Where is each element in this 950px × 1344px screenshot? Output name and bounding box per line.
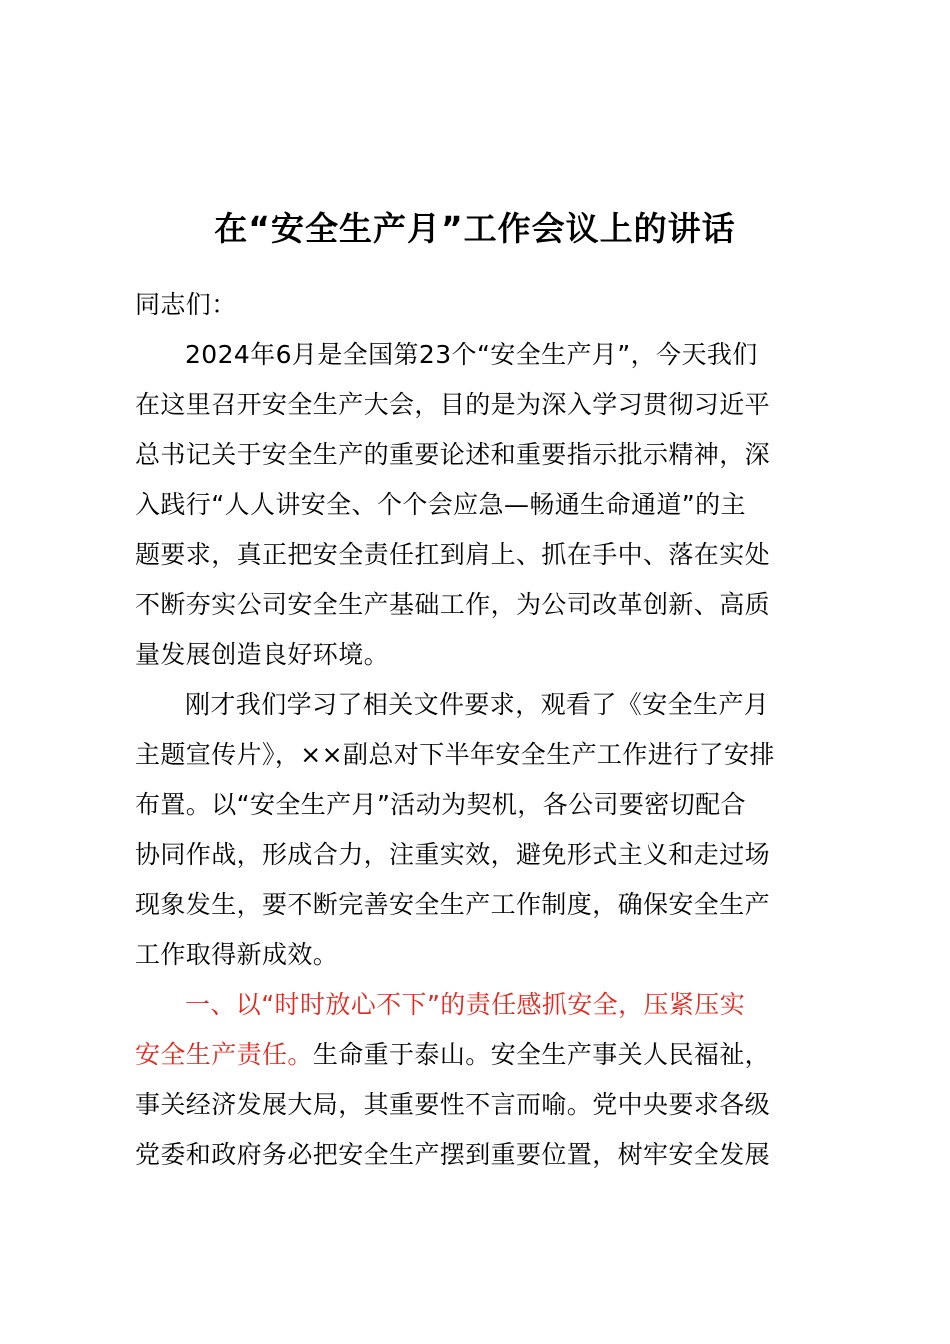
paragraph-line: 题要求，真正把安全责任扛到肩上、抓在手中、落在实处 <box>135 540 771 569</box>
paragraph-line: 不断夯实公司安全生产基础工作，为公司改革创新、高质 <box>135 590 771 619</box>
paragraph-2 <box>135 680 835 980</box>
paragraph-text: 生命重于泰山。安全生产事关人民福祉， <box>312 1040 771 1069</box>
section-heading-continuation: 安全生产责任。 <box>135 1040 313 1069</box>
paragraph-line: 刚才我们学习了相关文件要求，观看了《安全生产月 <box>185 690 770 719</box>
paragraph-line: 在这里召开安全生产大会，目的是为深入学习贯彻习近平 <box>135 390 771 419</box>
paragraph-line: 2024年6月是全国第23个“安全生产月”，今天我们 <box>185 340 758 369</box>
section-heading: 一、以“时时放心不下”的责任感抓安全，压紧压实 <box>185 990 746 1019</box>
paragraph-line: 主题宣传片》，××副总对下半年安全生产工作进行了安排 <box>135 740 775 769</box>
paragraph-line: 布置。以“安全生产月”活动为契机，各公司要密切配合 <box>135 790 746 819</box>
paragraph-line: 党委和政府务必把安全生产摆到重要位置，树牢安全发展 <box>135 1140 771 1169</box>
paragraph-line: 协同作战，形成合力，注重实效，避免形式主义和走过场 <box>135 840 771 869</box>
paragraph-line: 总书记关于安全生产的重要论述和重要指示批示精神，深 <box>135 440 771 469</box>
paragraph-line: 工作取得新成效。 <box>135 940 339 969</box>
paragraph-line: 量发展创造良好环境。 <box>135 640 390 669</box>
paragraph-line: 现象发生，要不断完善安全生产工作制度，确保安全生产 <box>135 890 771 919</box>
salutation: 同志们： <box>135 290 237 319</box>
document-body <box>135 280 835 1180</box>
paragraph-line: 入践行“人人讲安全、个个会应急—畅通生命通道”的主 <box>135 490 746 519</box>
section-1 <box>135 980 835 1180</box>
document-title: 在“安全生产月”工作会议上的讲话 <box>214 209 736 248</box>
paragraph-line <box>135 1030 835 1080</box>
paragraph-line: 事关经济发展大局，其重要性不言而喻。党中央要求各级 <box>135 1090 771 1119</box>
paragraph-1 <box>135 330 835 680</box>
